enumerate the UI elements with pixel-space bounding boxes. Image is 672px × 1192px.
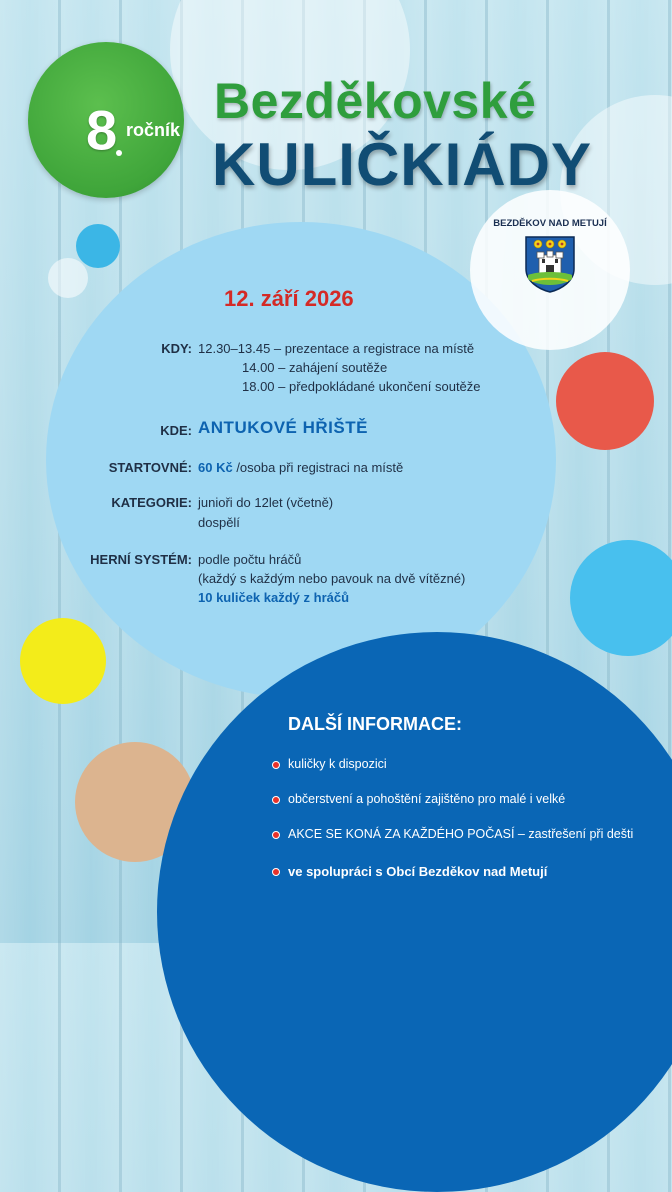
edition-suffix: ročník: [126, 120, 181, 140]
bullet-icon: [272, 761, 280, 769]
more-info-item-text: ve spolupráci s Obcí Bezděkov nad Metují: [288, 864, 548, 879]
more-info-item-text: kuličky k dispozici: [288, 757, 387, 771]
event-date: 12. září 2026: [224, 286, 354, 311]
bullet-icon: [272, 831, 280, 839]
label-kategorie: KATEGORIE:: [111, 495, 192, 510]
bullet-icon: [272, 796, 280, 804]
title-line2: KULIČKIÁDY: [212, 131, 592, 198]
kategorie-line-2: dospělí: [198, 515, 240, 530]
kdy-line-3: 18.00 – předpokládané ukončení soutěže: [242, 379, 481, 394]
decorative-circle-blue: [76, 224, 120, 268]
edition-dot: [116, 150, 122, 156]
label-kde: KDE:: [160, 423, 192, 438]
decorative-circle-yellow: [20, 618, 106, 704]
bullet-icon: [272, 868, 280, 876]
kdy-line-1: 12.30–13.45 – prezentace a registrace na místě: [198, 341, 475, 356]
more-info-title: DALŠÍ INFORMACE:: [288, 714, 462, 734]
startovne-rest: /osoba při registraci na místě: [232, 460, 404, 475]
more-info-item-text: AKCE SE KONÁ ZA KAŽDÉHO POČASÍ – zastřešení při dešti: [288, 827, 634, 841]
more-info-item-text: občerstvení a pohoštění zajištěno pro malé i velké: [288, 792, 566, 806]
municipality-logo: [478, 218, 622, 293]
label-herni-system: HERNÍ SYSTÉM:: [90, 552, 192, 567]
edition-badge: [28, 42, 184, 198]
municipality-name: BEZDĚKOV NAD METUJÍ: [493, 218, 607, 229]
startovne-price: 60 Kč: [198, 460, 233, 475]
decorative-circle-cyan: [570, 540, 672, 656]
kategorie-line-1: junioři do 12let (včetně): [198, 495, 334, 510]
decorative-circle-light: [48, 258, 88, 298]
herni-system-line-2: (každý s každým nebo pavouk na dvě vítězné): [198, 571, 466, 586]
label-startovne: STARTOVNÉ:: [108, 460, 192, 475]
coat-of-arms-icon: [524, 235, 576, 293]
decorative-circle-red: [556, 352, 654, 450]
label-kdy: KDY:: [161, 341, 192, 356]
kde-value: ANTUKOVÉ HŘIŠTĚ: [198, 418, 368, 437]
herni-system-line-3: 10 kuliček každý z hráčů: [198, 590, 350, 605]
kdy-line-2: 14.00 – zahájení soutěže: [242, 360, 388, 375]
startovne-value: [198, 460, 403, 475]
edition-number: 8: [86, 98, 116, 162]
title-line1: Bezděkovské: [214, 73, 537, 129]
herni-system-line-1: podle počtu hráčů: [198, 552, 302, 567]
